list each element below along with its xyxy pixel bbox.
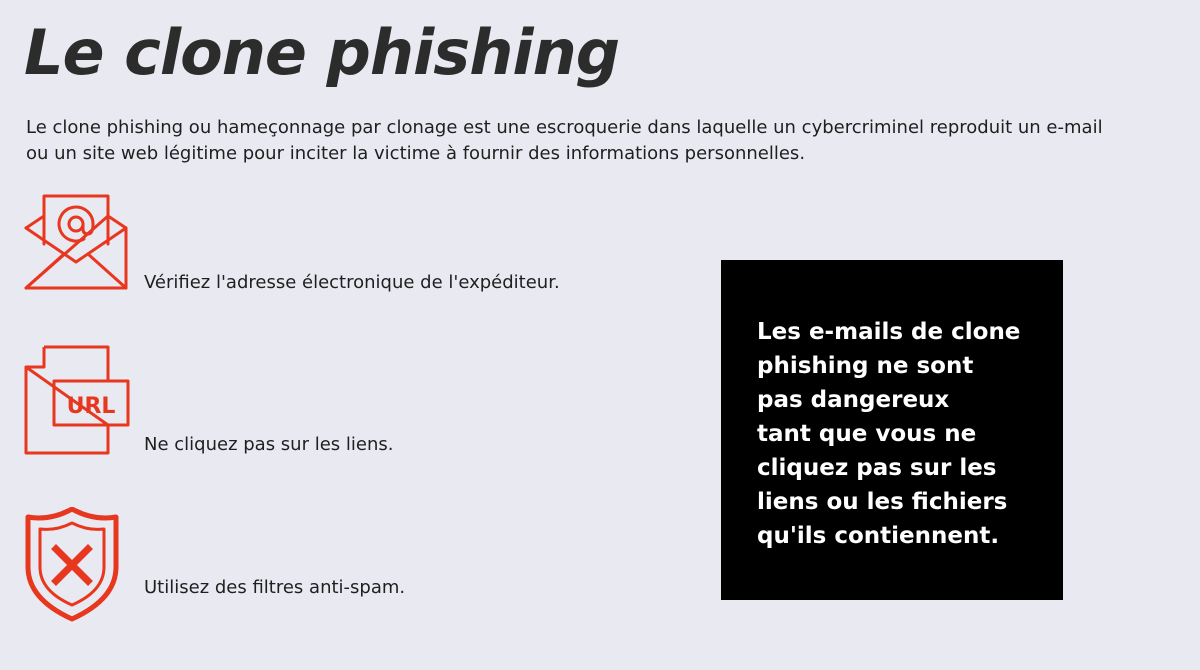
tip-label: Vérifiez l'adresse électronique de l'expéditeur. xyxy=(144,272,560,293)
warning-callout xyxy=(721,260,1063,600)
callout-line: cliquez pas sur les xyxy=(757,455,997,481)
page-title: Le clone phishing xyxy=(24,16,620,89)
shield-x-icon xyxy=(24,507,120,623)
callout-line: tant que vous ne xyxy=(757,421,977,447)
tip-label: Ne cliquez pas sur les liens. xyxy=(144,434,394,455)
tip-label: Utilisez des filtres anti-spam. xyxy=(144,577,406,598)
tip-no-links xyxy=(24,345,624,455)
url-icon-label: URL xyxy=(66,394,116,419)
tip-check-sender xyxy=(24,192,624,292)
intro-paragraph xyxy=(26,115,1146,167)
callout-line: phishing ne sont xyxy=(757,353,974,379)
url-document-icon xyxy=(24,345,134,455)
tip-spam-filters xyxy=(24,507,624,622)
callout-line: Les e-mails de clone xyxy=(757,319,1021,345)
intro-line-1: Le clone phishing ou hameçonnage par clonage est une escroquerie dans laquelle un cybercriminel reproduit un e-mail xyxy=(26,117,1103,138)
intro-line-2: ou un site web légitime pour inciter la victime à fournir des informations personnelles. xyxy=(26,143,806,164)
email-at-icon xyxy=(24,192,128,292)
callout-line: pas dangereux xyxy=(757,387,950,413)
callout-line: qu'ils contiennent. xyxy=(757,523,1000,549)
callout-line: liens ou les fichiers xyxy=(757,489,1008,515)
